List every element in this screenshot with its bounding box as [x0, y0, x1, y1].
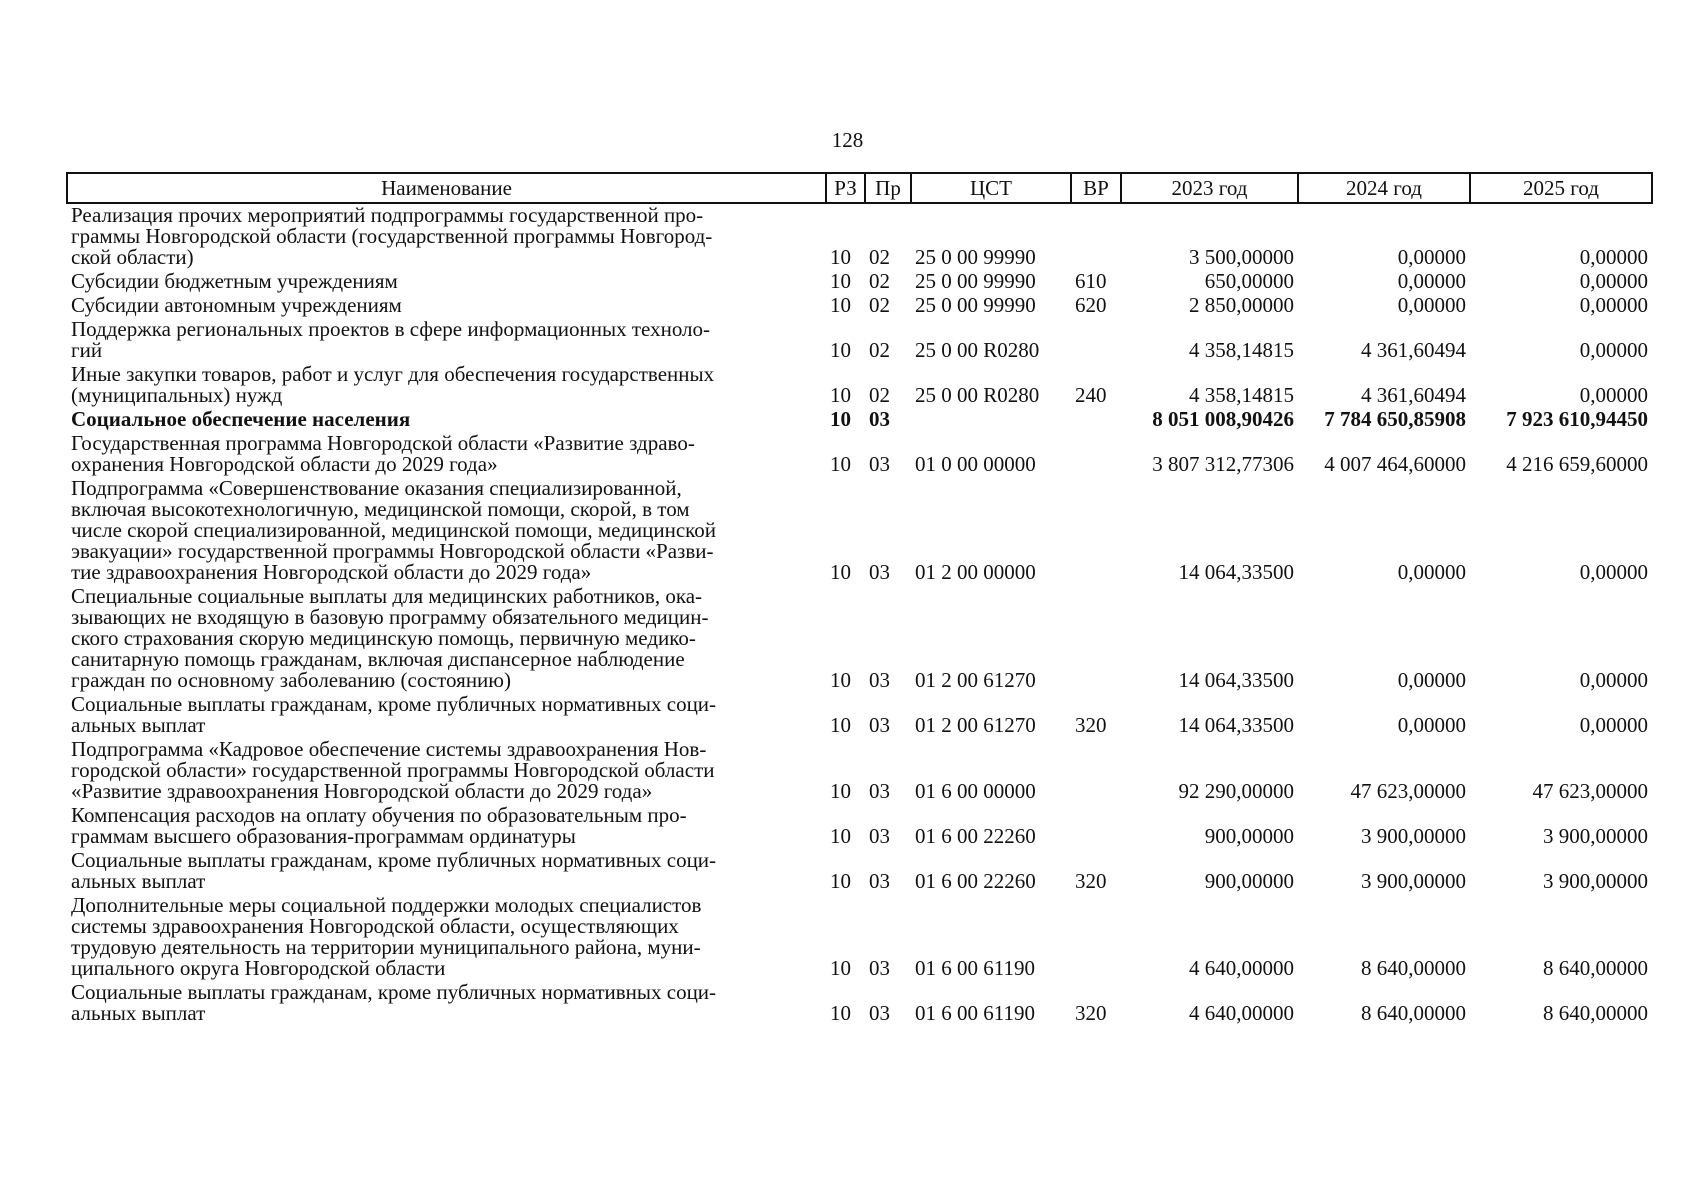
cell-cst [911, 408, 1071, 432]
cell-2024: 0,00000 [1397, 713, 1466, 737]
cell-2023: 2 850,00000 [1189, 293, 1294, 317]
table-header [67, 173, 1652, 203]
cell-name-line: Субсидии бюджетным учреждениям [71, 269, 398, 293]
table-row [67, 804, 1652, 849]
cell-name-line: Социальные выплаты гражданам, кроме публичных нормативных соци- [71, 692, 717, 716]
cell-2023: 650,00000 [1204, 269, 1294, 293]
cell-rz: 10 [830, 869, 851, 893]
cell-name [67, 894, 826, 981]
cell-pr: 03 [869, 713, 890, 737]
cell-name-line: Специальные социальные выплаты для медицинских работников, ока- [71, 584, 703, 608]
cell-name-line: граждан по основному заболеванию (состоянию) [71, 668, 511, 692]
cell-name-line: Компенсация расходов на оплату обучения по образовательным про- [71, 803, 687, 827]
header-rz: РЗ [826, 173, 865, 203]
cell-vr [1071, 585, 1121, 693]
cell-name-line: городской области» государственной программы Новгородской области [71, 758, 715, 782]
cell-2024: 8 640,00000 [1361, 1001, 1466, 1025]
cell-pr: 03 [869, 956, 890, 980]
cell-vr [1071, 203, 1121, 270]
cell-pr: 02 [869, 269, 890, 293]
table-row [67, 294, 1652, 318]
cell-2023: 900,00000 [1204, 824, 1294, 848]
cell-name-line: ского страхования скорую медицинскую помощь, первичную медико- [71, 626, 696, 650]
cell-vr: 320 [1075, 869, 1107, 893]
cell-name-line: охранения Новгородской области до 2029 года» [71, 452, 498, 476]
cell-cst: 25 0 00 99990 [915, 245, 1036, 269]
cell-2023: 900,00000 [1204, 869, 1294, 893]
cell-2025: 0,00000 [1579, 560, 1648, 584]
cell-name [67, 477, 826, 585]
cell-name-line: Дополнительные меры социальной поддержки молодых специалистов [71, 893, 702, 917]
cell-pr: 03 [869, 668, 890, 692]
cell-pr: 03 [869, 560, 890, 584]
cell-2025: 0,00000 [1579, 293, 1648, 317]
cell-2025: 0,00000 [1579, 269, 1648, 293]
cell-pr: 02 [869, 338, 890, 362]
cell-name-line: (муниципальных) нужд [71, 383, 283, 407]
cell-name-line: Подпрограмма «Кадровое обеспечение системы здравоохранения Нов- [71, 737, 707, 761]
cell-2023: 4 358,14815 [1189, 338, 1294, 362]
cell-name-line: включая высокотехнологичную, медицинской помощи, скорой, в том [71, 497, 690, 521]
cell-name-line: эвакуации» государственной программы Новгородской области «Разви- [71, 539, 714, 563]
cell-name [67, 408, 826, 432]
cell-pr: 03 [869, 1001, 890, 1025]
cell-rz: 10 [830, 269, 851, 293]
cell-pr: 02 [869, 245, 890, 269]
cell-2024: 47 623,00000 [1350, 779, 1466, 803]
cell-name-line: тие здравоохранения Новгородской области до 2029 года» [71, 560, 592, 584]
cell-2023: 14 064,33500 [1178, 668, 1294, 692]
budget-table [66, 172, 1653, 1026]
cell-vr: 320 [1075, 713, 1107, 737]
table-row [67, 363, 1652, 408]
cell-2024: 0,00000 [1397, 560, 1466, 584]
cell-rz: 10 [830, 245, 851, 269]
cell-cst: 01 2 00 61270 [915, 713, 1036, 737]
cell-2023: 92 290,00000 [1178, 779, 1294, 803]
cell-vr [1071, 738, 1121, 804]
cell-name [67, 432, 826, 477]
cell-2024: 4 361,60494 [1361, 338, 1466, 362]
cell-vr: 620 [1075, 293, 1107, 317]
cell-pr: 02 [869, 383, 890, 407]
cell-cst: 01 0 00 00000 [915, 452, 1036, 476]
table-row [67, 585, 1652, 693]
cell-rz: 10 [830, 407, 851, 431]
cell-vr [1071, 894, 1121, 981]
cell-name-line: зывающих не входящую в базовую программу обязательного медицин- [71, 605, 709, 629]
cell-vr [1071, 318, 1121, 363]
cell-name-line: ской области) [71, 245, 194, 269]
cell-name-line: Иные закупки товаров, работ и услуг для обеспечения государственных [71, 362, 715, 386]
cell-cst: 01 6 00 22260 [915, 824, 1036, 848]
cell-name [67, 849, 826, 894]
cell-2025: 7 923 610,94450 [1506, 407, 1648, 431]
cell-2024: 0,00000 [1397, 293, 1466, 317]
cell-name [67, 585, 826, 693]
table-row [67, 318, 1652, 363]
cell-vr: 240 [1075, 383, 1107, 407]
cell-rz: 10 [830, 338, 851, 362]
cell-name [67, 203, 826, 270]
cell-name-line: Государственная программа Новгородской области «Развитие здраво- [71, 431, 695, 455]
cell-2023: 8 051 008,90426 [1152, 407, 1294, 431]
header-name: Наименование [67, 173, 826, 203]
cell-rz: 10 [830, 824, 851, 848]
cell-name-line: системы здравоохранения Новгородской области, осуществляющих [71, 914, 679, 938]
cell-name-line: граммам высшего образования-программам ординатуры [71, 824, 576, 848]
table-row [67, 738, 1652, 804]
cell-cst: 01 2 00 00000 [915, 560, 1036, 584]
cell-cst: 25 0 00 R0280 [915, 383, 1040, 407]
cell-name-line: ципального округа Новгородской области [71, 956, 446, 980]
table-row [67, 693, 1652, 738]
cell-name [67, 318, 826, 363]
cell-rz: 10 [830, 383, 851, 407]
cell-name-line: Поддержка региональных проектов в сфере информационных техноло- [71, 317, 711, 341]
header-vr: ВР [1071, 173, 1121, 203]
cell-name [67, 294, 826, 318]
cell-name [67, 270, 826, 294]
cell-2023: 4 640,00000 [1189, 956, 1294, 980]
cell-2023: 4 358,14815 [1189, 383, 1294, 407]
cell-name-line: граммы Новгородской области (государственной программы Новгород- [71, 224, 713, 248]
cell-name-line: числе скорой специализированной, медицинской помощи, медицинской [71, 518, 717, 542]
header-cst: ЦСТ [911, 173, 1071, 203]
cell-name [67, 981, 826, 1026]
cell-2024: 4 361,60494 [1361, 383, 1466, 407]
cell-2023: 14 064,33500 [1178, 560, 1294, 584]
cell-cst: 01 6 00 61190 [915, 956, 1035, 980]
cell-name [67, 693, 826, 738]
table-row [67, 894, 1652, 981]
cell-name-line: «Развитие здравоохранения Новгородской области до 2029 года» [71, 779, 653, 803]
cell-vr [1071, 477, 1121, 585]
table-row [67, 203, 1652, 270]
cell-vr: 320 [1075, 1001, 1107, 1025]
cell-pr: 03 [869, 452, 890, 476]
cell-name [67, 363, 826, 408]
cell-2024: 0,00000 [1397, 269, 1466, 293]
header-pr: Пр [865, 173, 911, 203]
cell-rz: 10 [830, 668, 851, 692]
cell-2024: 8 640,00000 [1361, 956, 1466, 980]
cell-2023: 14 064,33500 [1178, 713, 1294, 737]
cell-rz: 10 [830, 779, 851, 803]
cell-2024: 4 007 464,60000 [1324, 452, 1466, 476]
header-2023: 2023 год [1121, 173, 1298, 203]
cell-2025: 8 640,00000 [1543, 956, 1648, 980]
cell-vr [1071, 408, 1121, 432]
cell-name-line: Социальные выплаты гражданам, кроме публичных нормативных соци- [71, 848, 717, 872]
cell-name-line: трудовую деятельность на территории муниципального района, муни- [71, 935, 701, 959]
cell-rz: 10 [830, 452, 851, 476]
table-row [67, 981, 1652, 1026]
cell-pr: 03 [869, 869, 890, 893]
cell-2023: 3 807 312,77306 [1152, 452, 1294, 476]
cell-cst: 01 6 00 00000 [915, 779, 1036, 803]
cell-vr [1071, 804, 1121, 849]
cell-cst: 01 6 00 61190 [915, 1001, 1035, 1025]
cell-2023: 3 500,00000 [1189, 245, 1294, 269]
cell-name-line: альных выплат [71, 1001, 206, 1025]
cell-name-line: Социальные выплаты гражданам, кроме публичных нормативных соци- [71, 980, 717, 1004]
page-number: 128 [831, 128, 864, 152]
cell-name-line: альных выплат [71, 869, 206, 893]
cell-rz: 10 [830, 713, 851, 737]
cell-name [67, 804, 826, 849]
cell-2025: 47 623,00000 [1532, 779, 1648, 803]
cell-2025: 0,00000 [1579, 338, 1648, 362]
cell-2024: 7 784 650,85908 [1324, 407, 1466, 431]
cell-rz: 10 [830, 956, 851, 980]
table-row [67, 408, 1652, 432]
cell-name-line: Подпрограмма «Совершенствование оказания специализированной, [71, 476, 682, 500]
cell-2025: 4 216 659,60000 [1506, 452, 1648, 476]
table-row [67, 849, 1652, 894]
cell-name [67, 738, 826, 804]
cell-2024: 3 900,00000 [1361, 824, 1466, 848]
cell-cst: 01 2 00 61270 [915, 668, 1036, 692]
cell-2025: 0,00000 [1579, 245, 1648, 269]
cell-2025: 0,00000 [1579, 713, 1648, 737]
header-2025: 2025 год [1470, 173, 1652, 203]
cell-2025: 3 900,00000 [1543, 824, 1648, 848]
table-row [67, 432, 1652, 477]
cell-2025: 0,00000 [1579, 668, 1648, 692]
header-2024: 2024 год [1298, 173, 1470, 203]
cell-cst: 25 0 00 99990 [915, 269, 1036, 293]
table-row [67, 270, 1652, 294]
cell-name-line: Социальное обеспечение населения [71, 407, 411, 431]
cell-name-line: санитарную помощь гражданам, включая диспансерное наблюдение [71, 647, 685, 671]
cell-2024: 0,00000 [1397, 668, 1466, 692]
cell-vr [1071, 432, 1121, 477]
cell-cst: 25 0 00 99990 [915, 293, 1036, 317]
cell-vr: 610 [1075, 269, 1107, 293]
cell-pr: 03 [869, 779, 890, 803]
cell-pr: 03 [869, 407, 890, 431]
cell-rz: 10 [830, 560, 851, 584]
cell-rz: 10 [830, 1001, 851, 1025]
table-row [67, 477, 1652, 585]
cell-name-line: гий [71, 338, 103, 362]
cell-2024: 0,00000 [1397, 245, 1466, 269]
cell-pr: 02 [869, 293, 890, 317]
cell-cst: 25 0 00 R0280 [915, 338, 1040, 362]
cell-name-line: альных выплат [71, 713, 206, 737]
cell-pr: 03 [869, 824, 890, 848]
cell-2025: 3 900,00000 [1543, 869, 1648, 893]
cell-cst: 01 6 00 22260 [915, 869, 1036, 893]
cell-rz: 10 [830, 293, 851, 317]
cell-name-line: Реализация прочих мероприятий подпрограммы государственной про- [71, 203, 704, 227]
cell-name-line: Субсидии автономным учреждениям [71, 293, 402, 317]
cell-2024: 3 900,00000 [1361, 869, 1466, 893]
cell-2025: 8 640,00000 [1543, 1001, 1648, 1025]
cell-2023: 4 640,00000 [1189, 1001, 1294, 1025]
cell-2025: 0,00000 [1579, 383, 1648, 407]
table-body [67, 203, 1652, 1026]
